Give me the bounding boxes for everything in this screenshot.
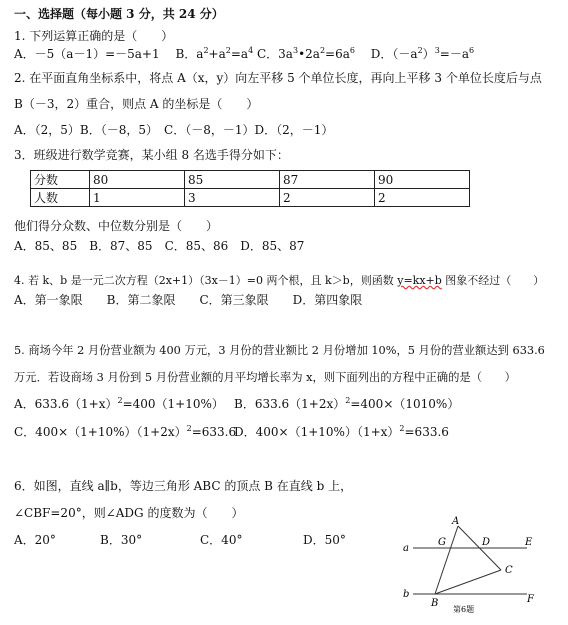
q4-stem: 4. 若 k、b 是一元二次方程（2x+1）（3x－1）=0 两个根，且 k＞b，则函数 y=kx+b 图象不经过（ ） (14, 274, 545, 287)
q1-option-d: D．$(-a^2)^3=-a^6$ (370, 46, 475, 61)
q2-options: A．（2，5）B．（－8，5） C．（－8，－1）D．（2，－1） (14, 123, 334, 137)
q5-option-a: A．$633.6(1+x)^2=400(1+10\%)$ (14, 396, 224, 411)
q1-option-a: A．－5（a－1）=－5a+1 (14, 47, 160, 61)
q1-option-b: B．$a^2+a^2=a^4$ (175, 46, 254, 61)
q3-stem: 3．班级进行数学竞赛，某小组 8 名选手得分如下： (14, 148, 289, 162)
table-cell: 人数 (31, 189, 90, 207)
table-cell: 80 (90, 171, 185, 189)
label-b-vertex: B (431, 598, 439, 609)
label-line-b: b (403, 589, 410, 600)
label-d: D (482, 537, 491, 548)
q3-question: 他们得分众数、中位数分别是（ ） (14, 219, 219, 233)
table-cell: 3 (185, 189, 280, 207)
q3-score-table (30, 170, 470, 207)
q4-options: A．第一象限 B．第二象限 C．第三象限 D．第四象限 (14, 293, 363, 307)
figure-caption: 第6题 (453, 605, 475, 614)
q5-option-d: D．$400\times(1+10\%)(1+x)^2=633.6$ (234, 424, 449, 439)
q6-option-a: A．20° (14, 533, 56, 547)
q6-geometry-figure (395, 512, 555, 620)
label-c: C (505, 565, 513, 576)
label-g: G (438, 537, 446, 548)
q5-stem-line2: 万元．若设商场 3 月份到 5 月份营业额的月平均增长率为 x，则下面列出的方程中正确的是（ ） (14, 371, 516, 384)
q6-stem-line1: 6．如图，直线 a∥b，等边三角形 ABC 的顶点 B 在直线 b 上， (14, 479, 353, 493)
label-a-vertex: A (452, 516, 460, 527)
section-title: 一、选择题（每小题 3 分，共 24 分） (14, 7, 224, 21)
q4-function: y=kx+b (397, 274, 442, 287)
q6-option-b: B．30° (100, 533, 143, 547)
table-cell: 分数 (31, 171, 90, 189)
table-cell: 2 (375, 189, 470, 207)
q5-option-b: B．$633.6(1+2x)^2=400\times(1010\%)$ (234, 396, 460, 411)
table-cell: 90 (375, 171, 470, 189)
label-f: F (527, 594, 534, 605)
q2-stem-line2: B（－3，2）重合，则点 A 的坐标是（ ） (14, 97, 259, 111)
table-cell: 85 (185, 171, 280, 189)
table-row (31, 189, 470, 207)
q1-stem: 1. 下列运算正确的是（ ） (14, 29, 174, 43)
table-row (31, 171, 470, 189)
label-e: E (525, 537, 533, 548)
q3-options: A．85、85 B．87、85 C．85、86 D．85、87 (14, 239, 305, 253)
table-cell: 2 (280, 189, 375, 207)
table-cell: 87 (280, 171, 375, 189)
q6-stem-line2: ∠CBF=20°，则∠ADG 的度数为（ ） (14, 506, 244, 520)
q5-option-c: C．$400\times(1+10\%)(1+2x)^2=633.6$ (14, 424, 237, 439)
q6-option-c: C．40° (200, 533, 243, 547)
q1-option-c: C．$3a^3•2a^2=6a^6$ (256, 46, 355, 61)
q1-options (14, 46, 474, 62)
q2-stem-line1: 2. 在平面直角坐标系中，将点 A（x，y）向左平移 5 个单位长度，再向上平移 3 个单位长度后与点 (14, 71, 542, 85)
label-line-a: a (403, 543, 409, 554)
side-bc (435, 570, 501, 594)
q5-stem-line1: 5. 商场今年 2 月份营业额为 400 万元，3 月份的营业额比 2 月份增加 10%，5 月份的营业额达到 633.6 (14, 344, 545, 357)
q6-option-d: D．50° (303, 533, 346, 547)
table-cell: 1 (90, 189, 185, 207)
